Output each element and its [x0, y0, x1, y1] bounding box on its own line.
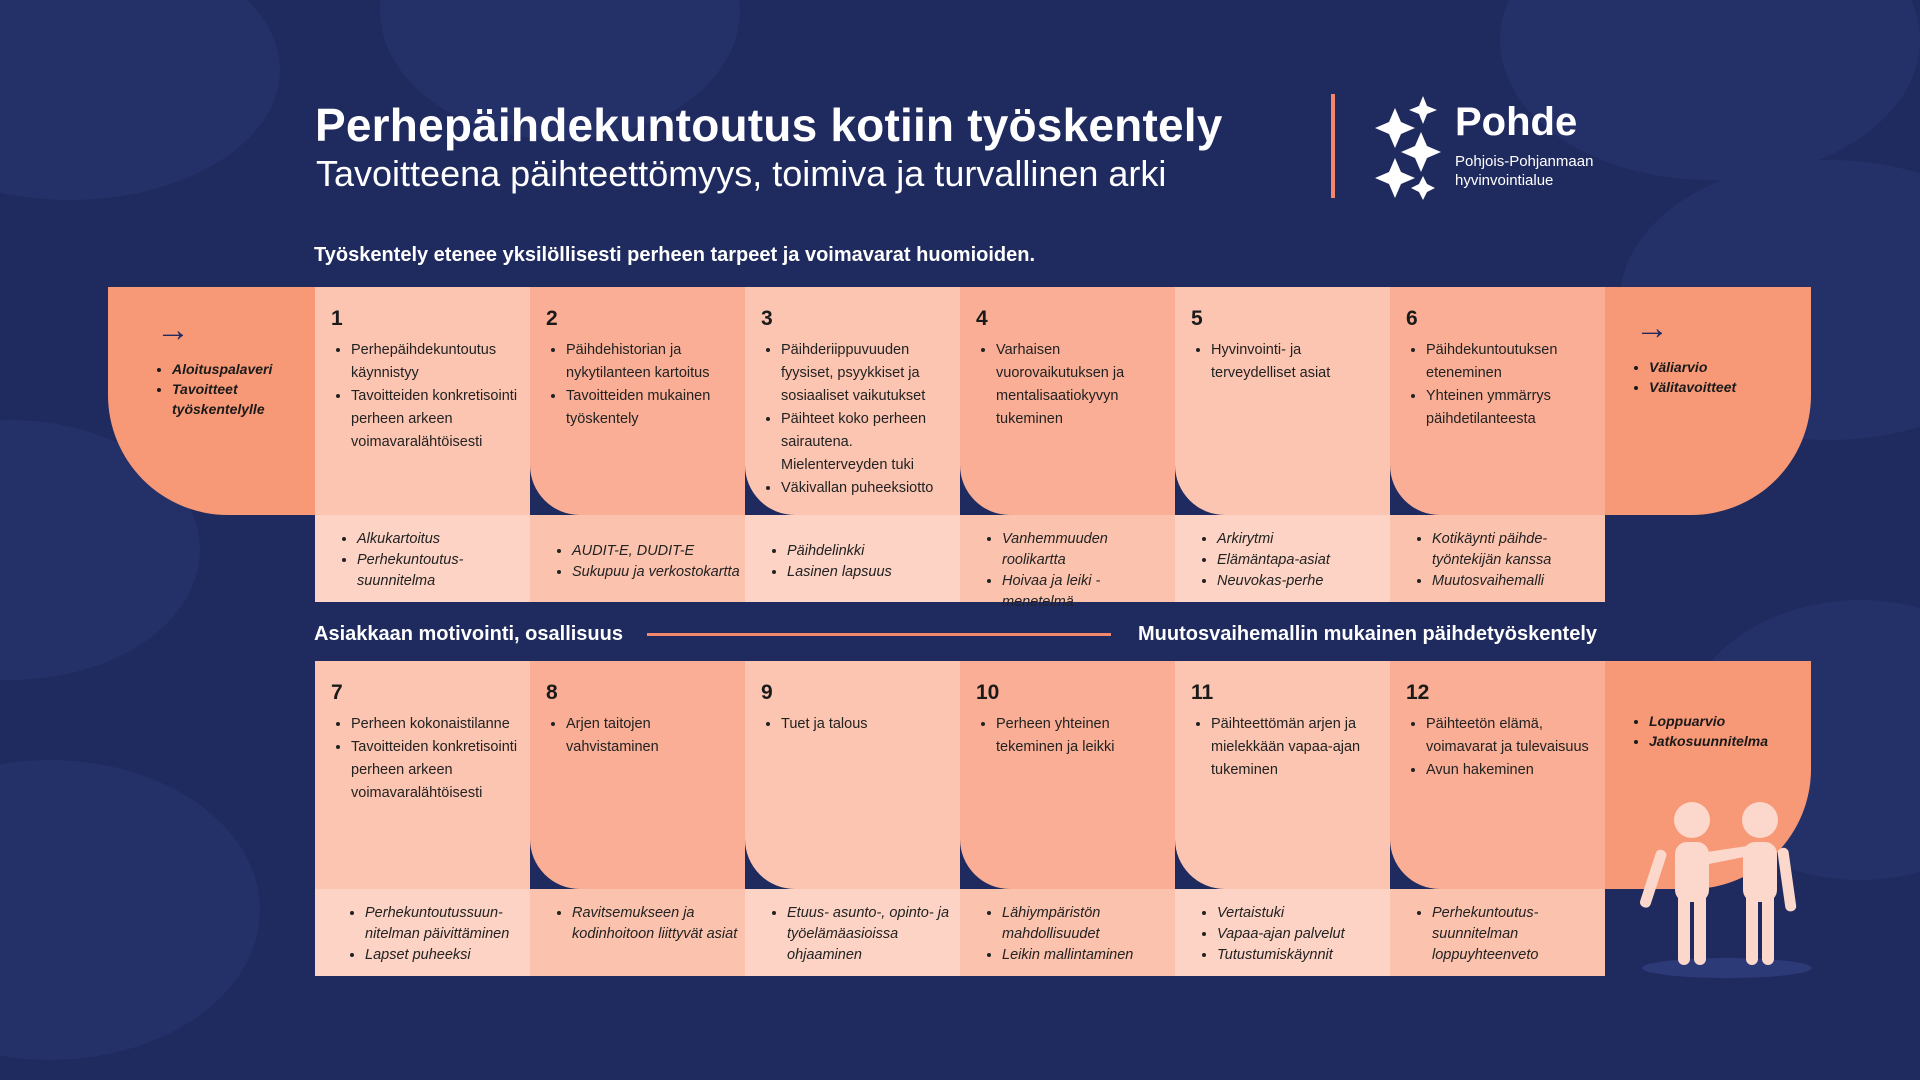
stage-items [530, 339, 745, 431]
list-item: • Vertaistuki [1217, 903, 1345, 924]
list-item: • Loppuarvio [1649, 711, 1819, 731]
stage-number: 4 [976, 307, 988, 330]
list-item: • Tavoitteiden konkretisointi perheen arkeen voimavaralähtöisesti [351, 736, 522, 805]
stage-items [1390, 713, 1605, 782]
stage-tools [960, 529, 1175, 613]
list-item: • Välitavoitteet [1649, 377, 1809, 397]
list-item: • Päihdehistorian ja nykytilanteen kartoitus [566, 339, 737, 385]
stage-tools [530, 541, 744, 583]
list-item: • Tavoitteiden mukainen työskentely [566, 385, 737, 431]
stage-items [745, 339, 960, 500]
list-item: • Kotikäynti päihde-työntekijän kanssa [1432, 529, 1601, 571]
arrow-right-icon: → [1635, 309, 1669, 347]
page-subtitle: Tavoitteena päihteettömyys, toimiva ja turvallinen arki [316, 153, 1167, 194]
pohde-logo-icon [1375, 94, 1455, 200]
stage-items [1175, 713, 1390, 782]
stage-number: 12 [1406, 681, 1430, 704]
stage-card [1175, 287, 1390, 515]
page-title: Perhepäihdekuntoutus kotiin työskentely [315, 99, 1223, 151]
stage-number: 10 [976, 681, 1000, 704]
connector-line [647, 633, 1111, 636]
stage-tools [1175, 529, 1334, 592]
stage-tools [1390, 903, 1605, 966]
stage-items [315, 339, 530, 454]
list-item: • Jatkosuunnitelma [1649, 731, 1819, 751]
list-item: • Perhepäihdekuntoutus käynnistyy [351, 339, 522, 385]
stage-number: 9 [761, 681, 773, 704]
list-item: • Vanhemmuuden roolikartta [1002, 529, 1171, 571]
list-item: • Päihdelinkki [787, 541, 892, 562]
list-item: • Perhekuntoutus-suunnitelma [357, 550, 526, 592]
list-item: • Päihderiippuvuuden fyysiset, psyykkiset ja sosiaaliset vaikutukset [781, 339, 952, 408]
end-cap-list [1629, 711, 1819, 751]
logo-name: Pohde [1455, 100, 1578, 144]
stage-items [1175, 339, 1390, 385]
list-item: • Aloituspalaveri [172, 359, 322, 379]
logo-subtitle: Pohjois-Pohjanmaan hyvinvointialue [1455, 153, 1594, 189]
stage-card [530, 661, 745, 889]
list-item: • AUDIT-E, DUDIT-E [572, 541, 740, 562]
list-item: • Päihdekuntoutuksen eteneminen [1426, 339, 1597, 385]
stage-card [745, 661, 960, 889]
list-item: • Päihteet koko perheen sairautena. Mielenterveyden tuki [781, 408, 952, 477]
list-item: • Päihteettömän arjen ja mielekkään vapaa-ajan tukeminen [1211, 713, 1382, 782]
list-item: • Väkivallan puheeksiotto [781, 477, 952, 500]
stage-tools [315, 529, 530, 592]
stage-items [530, 713, 745, 759]
list-item: • Yhteinen ymmärrys päihdetilanteesta [1426, 385, 1597, 431]
list-item: • Väliarvio [1649, 357, 1809, 377]
list-item: • Leikin mallintaminen [1002, 945, 1171, 966]
stage-items [960, 713, 1175, 759]
list-item: • Tavoitteet työskentelylle [172, 379, 322, 419]
list-item: • Sukupuu ja verkostokartta [572, 562, 740, 583]
list-item: • Lapset puheeksi [365, 945, 526, 966]
list-item: • Perheen kokonaistilanne [351, 713, 522, 736]
list-item: • Neuvokas-perhe [1217, 571, 1330, 592]
stage-tools [315, 903, 530, 966]
change-model-label: Muutosvaihemallin mukainen päihdetyöskentely [1138, 623, 1598, 645]
stage-items [1390, 339, 1605, 431]
list-item: • Vapaa-ajan palvelut [1217, 924, 1345, 945]
stage-items [315, 713, 530, 805]
stage-tools [1390, 529, 1605, 592]
stage-tools [1175, 903, 1349, 966]
stage-items [960, 339, 1175, 431]
list-item: • Perhekuntoutus-suunnitelman loppuyhteenveto [1432, 903, 1601, 966]
list-item: • Ravitsemukseen ja kodinhoitoon liittyvät asiat [572, 903, 741, 945]
list-item: • Perheen yhteinen tekeminen ja leikki [996, 713, 1167, 759]
list-item: • Alkukartoitus [357, 529, 526, 550]
list-item: • Tuet ja talous [781, 713, 868, 736]
list-item: • Muutosvaihemalli [1432, 571, 1601, 592]
list-item: • Tavoitteiden konkretisointi perheen arkeen voimavaralähtöisesti [351, 385, 522, 454]
stage-number: 5 [1191, 307, 1203, 330]
list-item: • Hoivaa ja leiki -menetelmä [1002, 571, 1171, 613]
stage-tools [960, 903, 1175, 966]
stage-number: 3 [761, 307, 773, 330]
stage-items [745, 713, 876, 736]
list-item: • Perhekuntoutussuun-nitelman päivittäminen [365, 903, 526, 945]
arrow-right-icon: → [156, 311, 190, 349]
list-item: • Avun hakeminen [1426, 759, 1597, 782]
list-item: • Lasinen lapsuus [787, 562, 892, 583]
start-cap-list [152, 359, 322, 419]
list-item: • Arkirytmi [1217, 529, 1330, 550]
stage-tools [745, 903, 960, 966]
list-item: • Tutustumiskäynnit [1217, 945, 1345, 966]
stage-tools [745, 541, 896, 583]
mid-cap-list [1629, 357, 1809, 397]
stage-number: 11 [1191, 681, 1214, 704]
list-item: • Päihteetön elämä, voimavarat ja tulevaisuus [1426, 713, 1597, 759]
stage-tools [530, 903, 745, 945]
stage-number: 6 [1406, 307, 1418, 330]
header-divider [1331, 94, 1335, 198]
motivation-label: Asiakkaan motivointi, osallisuus [314, 623, 623, 645]
intro-text: Työskentely etenee yksilöllisesti perheen tarpeet ja voimavarat huomioiden. [314, 244, 1036, 266]
stage-number: 7 [331, 681, 343, 704]
list-item: • Elämäntapa-asiat [1217, 550, 1330, 571]
list-item: • Etuus- asunto-, opinto- ja työelämäasioissa ohjaaminen [787, 903, 956, 966]
stage-number: 2 [546, 307, 558, 330]
list-item: • Lähiympäristön mahdollisuudet [1002, 903, 1171, 945]
list-item: • Varhaisen vuorovaikutuksen ja mentalisaatiokyvyn tukeminen [996, 339, 1167, 431]
list-item: • Arjen taitojen vahvistaminen [566, 713, 737, 759]
stage-number: 8 [546, 681, 558, 704]
list-item: • Hyvinvointi- ja terveydelliset asiat [1211, 339, 1382, 385]
stage-number: 1 [331, 307, 343, 330]
people-illustration-icon [1637, 780, 1817, 980]
